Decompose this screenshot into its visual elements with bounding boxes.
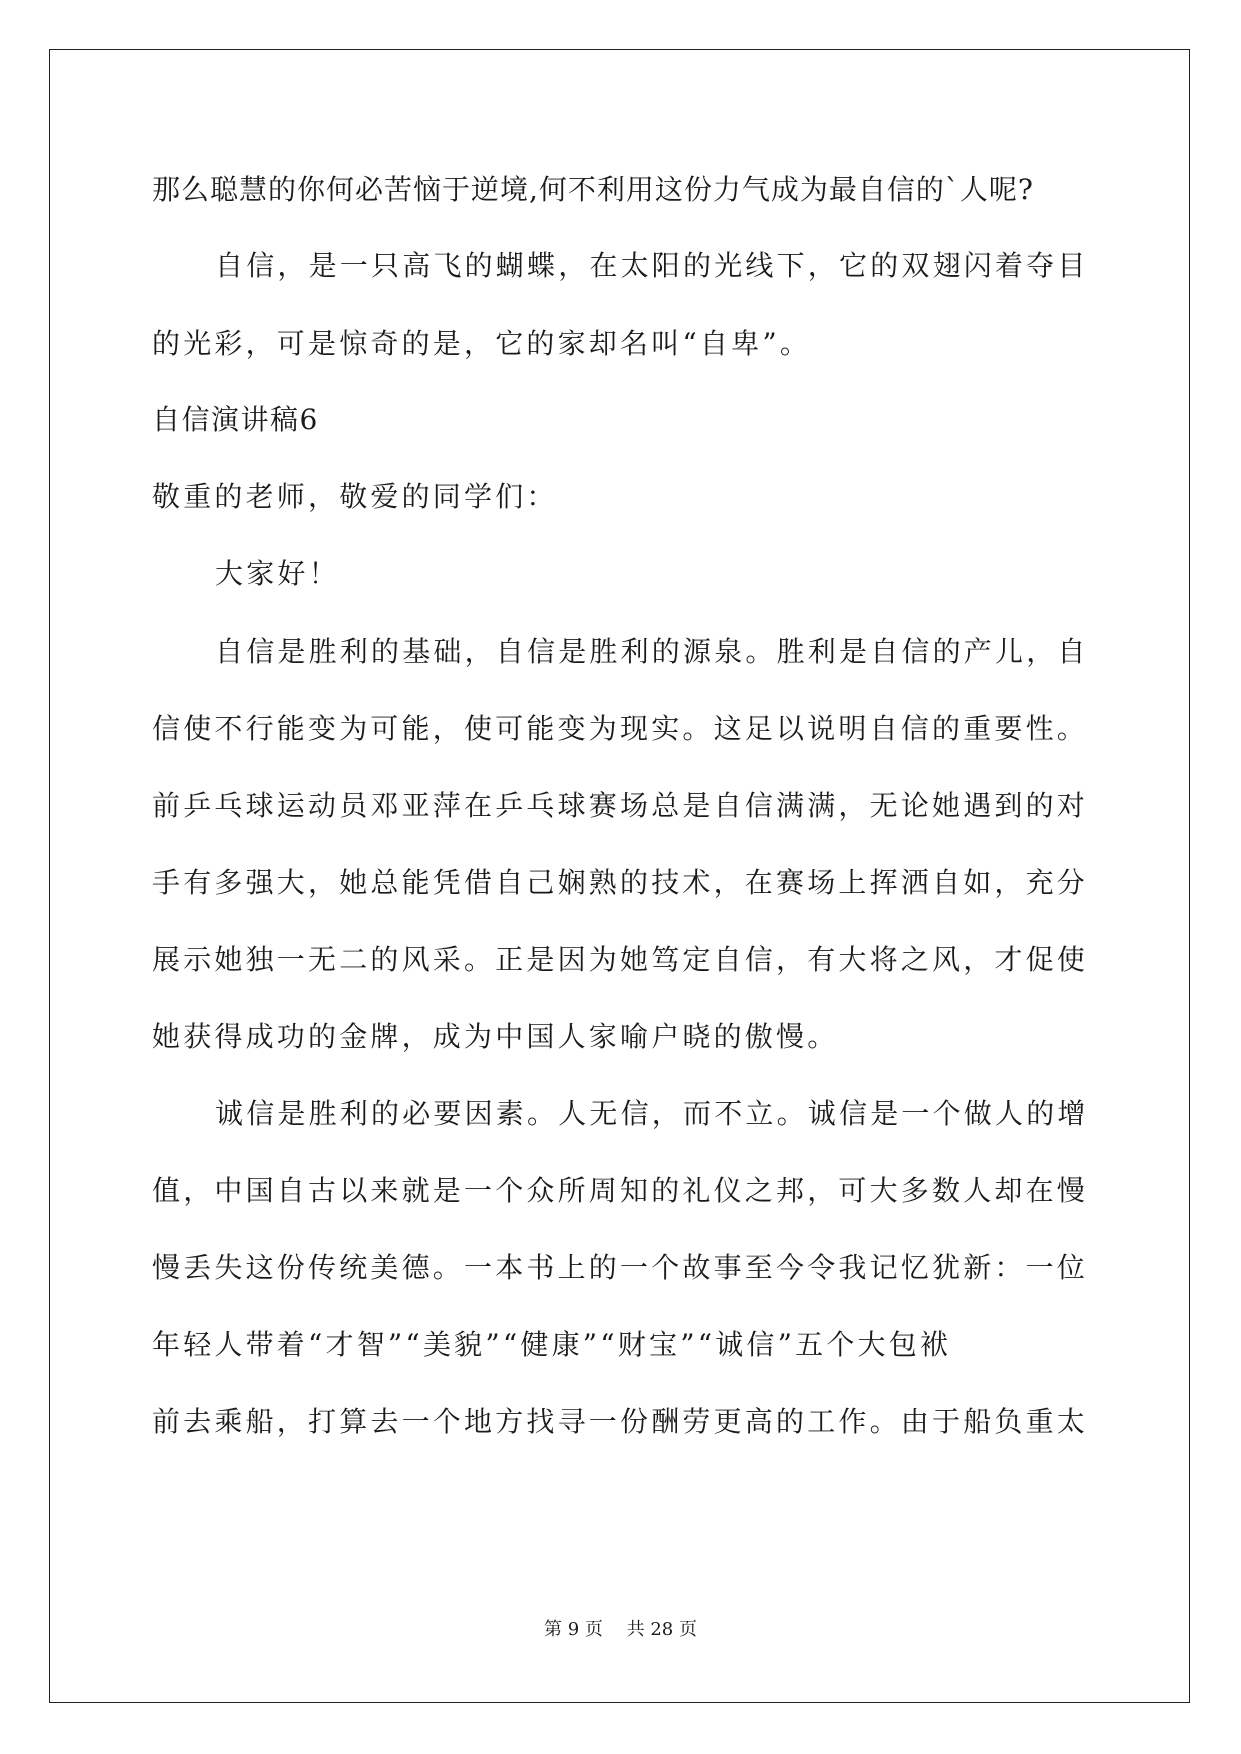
salutation: 敬重的老师，敬爱的同学们：: [152, 480, 558, 513]
text-line: 诚信是胜利的必要因素。人无信，而不立。诚信是一个做人的增: [215, 1097, 1089, 1130]
page-number-footer: 第 9 页 共 28 页: [544, 1619, 697, 1640]
text-line: 自信是胜利的基础，自信是胜利的源泉。胜利是自信的产儿，自: [215, 635, 1089, 668]
text-line: 自信，是一只高飞的蝴蝶，在太阳的光线下，它的双翅闪着夺目: [215, 249, 1089, 282]
text-line: 值，中国自古以来就是一个众所周知的礼仪之邦，可大多数人却在慢: [152, 1174, 1089, 1207]
text-line: 她获得成功的金牌，成为中国人家喻户晓的傲慢。: [152, 1020, 839, 1053]
text-line: 慢丢失这份传统美德。一本书上的一个故事至今令我记忆犹新：一位: [152, 1251, 1089, 1284]
section-heading: 自信演讲稿6: [152, 403, 319, 436]
text-line: 展示她独一无二的风采。正是因为她笃定自信，有大将之风，才促使: [152, 943, 1089, 976]
text-line: 的光彩，可是惊奇的是，它的家却名叫“自卑”。: [152, 327, 812, 360]
text-line: 前去乘船，打算去一个地方找寻一份酬劳更高的工作。由于船负重太: [152, 1405, 1089, 1438]
text-line: 前乒乓球运动员邓亚萍在乒乓球赛场总是自信满满，无论她遇到的对: [152, 789, 1089, 822]
text-line: 年轻人带着“才智”“美貌”“健康”“财宝”“诚信”五个大包袱: [152, 1328, 952, 1361]
text-line: 大家好！: [215, 557, 340, 590]
text-line: 那么聪慧的你何必苦恼于逆境,何不利用这份力气成为最自信的`人呢?: [152, 173, 1034, 206]
text-line: 信使不行能变为可能，使可能变为现实。这足以说明自信的重要性。: [152, 712, 1089, 745]
text-line: 手有多强大，她总能凭借自己娴熟的技术，在赛场上挥洒自如，充分: [152, 866, 1089, 899]
